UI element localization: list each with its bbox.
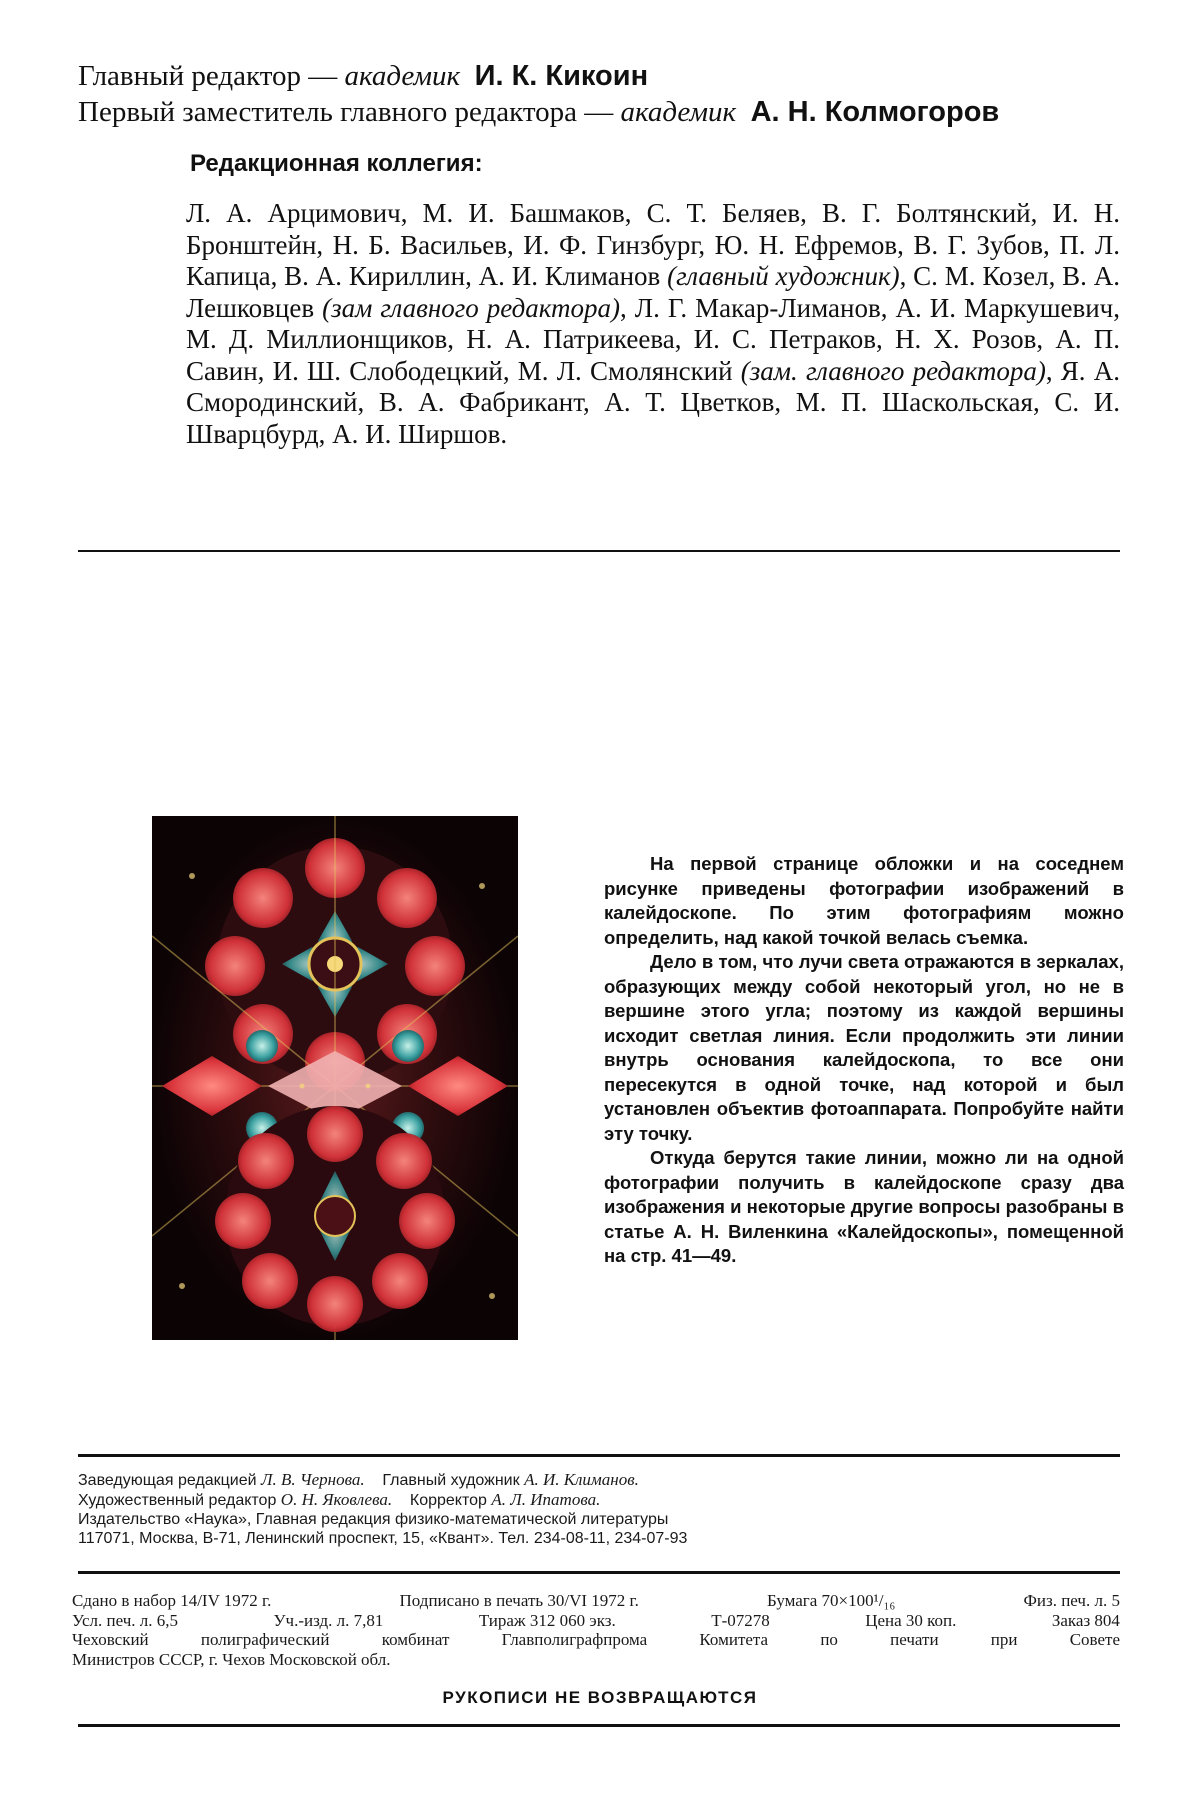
deputy-editor-name: А. Н. Колмогоров (750, 96, 1000, 128)
address-line: 117071, Москва, В-71, Ленинский проспект, 15, «Квант». Тел. 234-08-11, 234-07-93 (78, 1530, 688, 1547)
chief-artist-label: Главный художник (382, 1472, 525, 1489)
chief-artist-name: А. И. Климанов. (524, 1470, 639, 1489)
printer-word-2: полиграфический (200, 1630, 330, 1649)
art-editor-name: О. Н. Яковлева. (280, 1490, 393, 1509)
head-of-office-name: Л. В. Чернова. (261, 1470, 365, 1489)
kaleidoscope-bottom-rosette (215, 1106, 455, 1332)
divider-print (78, 1571, 1120, 1574)
chief-editor-name: И. К. Кикоин (474, 60, 649, 92)
divider-bottom (78, 1724, 1120, 1727)
license-number: Т-07278 (711, 1610, 770, 1630)
art-editor-label: Художественный редактор (78, 1492, 281, 1509)
conventional-sheets: Усл. печ. л. 6,5 (72, 1610, 179, 1630)
paper-format: Бумага 70×100¹/₁₆ (766, 1591, 896, 1610)
caption-paragraph-3: Откуда берутся такие линии, можно ли на одной фотографии получить в калейдоскопе сразу два изображения и некоторые другие вопросы разобраны в статье А. Н. Виленкина «Калейдоскопы», помещенной на стр. 41—49. (604, 1147, 1124, 1266)
board-note-deputy-1: (зам главного редактора) (322, 292, 621, 323)
typeset-date: Сдано в набор 14/IV 1972 г. (72, 1591, 272, 1610)
divider-staff (78, 1454, 1120, 1457)
physical-sheets: Физ. печ. л. 5 (1023, 1591, 1120, 1610)
deputy-editor-title: академик (620, 96, 737, 128)
manuscripts-not-returned: РУКОПИСИ НЕ ВОЗВРАЩАЮТСЯ (442, 1688, 758, 1707)
printer-word-4: Главполиграфпрома (501, 1630, 648, 1649)
caption-paragraph-1: На первой странице обложки и на соседнем рисунке приведены фотографии изображений в калейдоскопе. По этим фотографиям можно определить, над какой точкой велась съемка. (604, 853, 1124, 948)
printer-word-8: при (990, 1630, 1018, 1649)
staff-block (78, 1470, 1118, 1548)
printer-word-1: Чеховский (72, 1630, 149, 1649)
order-number: Заказ 804 (1051, 1610, 1120, 1630)
print-info-block (72, 1591, 1120, 1669)
chief-editor-prefix: Главный редактор — (78, 60, 345, 92)
chief-editor-line (78, 58, 1118, 94)
corrector-label: Корректор (409, 1492, 492, 1509)
kaleidoscope-photo (152, 816, 518, 1340)
print-row-1 (72, 1591, 1120, 1611)
circulation: Тираж 312 060 экз. (478, 1610, 616, 1630)
board-note-deputy-2: (зам. главного редактора) (740, 355, 1046, 386)
publishing-sheets: Уч.-изд. л. 7,81 (273, 1610, 384, 1630)
publisher-line: Издательство «Наука», Главная редакция физико-математической литературы (78, 1511, 669, 1528)
board-members-4: , Я. А. Смородинский, В. А. Фабрикант, А. Т. Цветков, М. П. Шаскольская, С. И. Шварцбурд, А. И. Ширшов. (186, 355, 1120, 449)
board-note-chief-artist: (главный художник) (667, 261, 900, 291)
chief-editor-title: академик (344, 60, 461, 92)
deputy-editor-prefix: Первый заместитель главного редактора — (78, 96, 621, 128)
printer-word-7: печати (890, 1630, 939, 1649)
print-row-3 (72, 1630, 1120, 1650)
signed-date: Подписано в печать 30/VI 1972 г. (399, 1591, 639, 1610)
printer-word-6: по (820, 1630, 838, 1649)
board-members-3: , Л. Г. Макар-Лиманов, А. И. Маркушевич, М. Д. Миллионщиков, Н. А. Патрикеева, И. С. Петраков, Н. Х. Розов, А. П. Савин, И. Ш. Слободецкий, М. Л. Смолянский (186, 292, 1120, 386)
photo-caption (604, 852, 1124, 1269)
editorial-board-members (186, 198, 1120, 450)
price: Цена 30 коп. (865, 1610, 957, 1630)
head-of-office-label: Заведующая редакцией (78, 1472, 261, 1489)
divider-top (78, 550, 1120, 552)
print-row-4: Министров СССР, г. Чехов Московской обл. (72, 1649, 391, 1669)
board-members-2: , С. М. Козел, В. А. Лешковцев (186, 261, 1121, 323)
printer-word-9: Совете (1069, 1630, 1120, 1649)
printer-word-3: комбинат (381, 1630, 450, 1649)
deputy-editor-line (78, 94, 1118, 130)
editorial-board-title: Редакционная коллегия: (190, 150, 483, 177)
staff-line-1 (78, 1470, 1118, 1490)
editors-block (78, 58, 1118, 130)
staff-line-2 (78, 1490, 1118, 1510)
board-members-1: Л. А. Арцимович, М. И. Башмаков, С. Т. Беляев, В. Г. Болтянский, И. Н. Бронштейн, Н. Б. Васильев, И. Ф. Гинзбург, Ю. Н. Ефремов, В. Г. Зубов, П. Л. Капица, В. А. Кириллин, А. И. Климанов (186, 198, 1120, 291)
corrector-name: А. Л. Ипатова. (491, 1490, 601, 1509)
caption-paragraph-2: Дело в том, что лучи света отражаются в зеркалах, образующих между собой некоторый угол, но не в вершине этого угла; поэтому из каждой вершины исходит светлая линия. Если продолжить эти линии внутрь основания калейдоскопа, то все они пересекутся в одной точке, над которой и был установлен объектив фотоаппарата. Попробуйте найти эту точку. (604, 951, 1124, 1144)
printer-word-5: Комитета (699, 1630, 769, 1649)
print-row-2 (72, 1611, 1120, 1631)
